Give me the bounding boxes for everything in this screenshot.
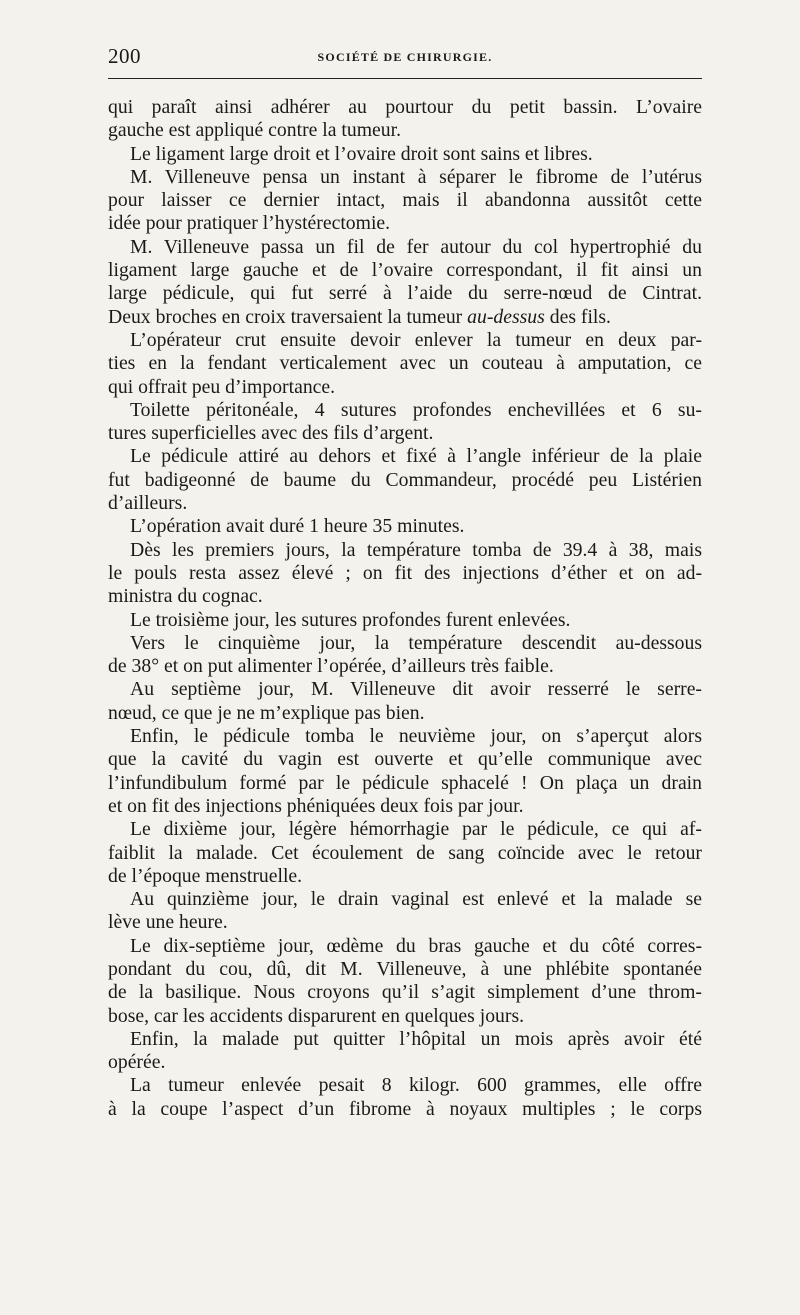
body-text <box>108 96 702 1121</box>
text-line: de la basilique. Nous croyons qu’il s’agit simplement d’une throm- <box>108 981 702 1004</box>
text-line: nœud, ce que je ne m’explique pas bien. <box>108 701 425 724</box>
text-line: bose, car les accidents disparurent en quelques jours. <box>108 1004 525 1027</box>
running-head: SOCIÉTÉ DE CHIRURGIE. <box>317 50 493 64</box>
text-line: d’ailleurs. <box>108 492 188 515</box>
text-segment: des fils. <box>549 305 611 328</box>
text-line: Enfin, la malade put quitter l’hôpital un mois après avoir été <box>130 1027 702 1050</box>
text-line: ministra du cognac. <box>108 585 263 608</box>
text-line: M. Villeneuve pensa un instant à séparer le fibrome de l’utérus <box>130 165 702 188</box>
text-line: Au septième jour, M. Villeneuve dit avoir resserré le serre- <box>130 678 702 701</box>
text-line: qui paraît ainsi adhérer au pourtour du petit bassin. L’ovaire <box>108 96 702 118</box>
text-line: idée pour pratiquer l’hystérectomie. <box>108 212 391 235</box>
italic-text: au-dessus <box>467 305 545 328</box>
text-line: L’opération avait duré 1 heure 35 minutes. <box>130 515 465 538</box>
text-line: le pouls resta assez élevé ; on fit des injections d’éther et on ad- <box>108 561 702 584</box>
text-line: Le troisième jour, les sutures profondes furent enlevées. <box>130 608 571 631</box>
text-line: Au quinzième jour, le drain vaginal est enlevé et la malade se <box>130 888 702 911</box>
text-line: l’infundibulum formé par le pédicule sphacelé ! On plaça un drain <box>108 771 702 794</box>
text-line: ties en la fendant verticalement avec un couteau à amputation, ce <box>108 352 702 375</box>
text-line: Dès les premiers jours, la température tomba de 39.4 à 38, mais <box>130 538 702 561</box>
text-line: de 38° et on put alimenter l’opérée, d’ailleurs très faible. <box>108 655 554 678</box>
text-line: opérée. <box>108 1051 166 1074</box>
text-line: pondant du cou, dû, dit M. Villeneuve, à une phlébite spontanée <box>108 957 702 980</box>
text-line: Le dix-septième jour, œdème du bras gauche et du côté corres- <box>130 934 702 957</box>
text-line: gauche est appliqué contre la tumeur. <box>108 119 402 142</box>
text-line: que la cavité du vagin est ouverte et qu’elle communique avec <box>108 748 702 771</box>
text-line: fut badigeonné de baume du Commandeur, procédé peu Listérien <box>108 468 702 491</box>
text-line: Le dixième jour, légère hémorrhagie par le pédicule, ce qui af- <box>130 818 702 841</box>
text-line <box>108 306 702 329</box>
text-line: Le ligament large droit et l’ovaire droit sont sains et libres. <box>130 142 593 165</box>
text-line: de l’époque menstruelle. <box>108 864 303 887</box>
page-number: 200 <box>108 44 141 68</box>
header-rule <box>108 78 702 79</box>
text-line: L’opérateur crut ensuite devoir enlever la tumeur en deux par- <box>130 328 702 351</box>
text-line: ligament large gauche et de l’ovaire correspondant, il fit ainsi un <box>108 259 702 282</box>
text-line: et on fit des injections phéniquées deux fois par jour. <box>108 794 524 817</box>
text-segment: Deux broches en croix traversaient la tumeur <box>108 305 463 328</box>
text-line: La tumeur enlevée pesait 8 kilogr. 600 grammes, elle offre <box>130 1074 702 1097</box>
text-line: tures superficielles avec des fils d’argent. <box>108 422 434 445</box>
page-header <box>108 44 702 76</box>
text-line: large pédicule, qui fut serré à l’aide du serre-nœud de Cintrat. <box>108 282 702 305</box>
text-line: Enfin, le pédicule tomba le neuvième jour, on s’aperçut alors <box>130 725 702 748</box>
text-line: à la coupe l’aspect d’un fibrome à noyaux multiples ; le corps <box>108 1097 702 1120</box>
text-line: qui offrait peu d’importance. <box>108 375 336 398</box>
text-line: Le pédicule attiré au dehors et fixé à l’angle inférieur de la plaie <box>130 445 702 468</box>
text-line: Toilette péritonéale, 4 sutures profondes enchevillées et 6 su- <box>130 398 702 421</box>
text-line: lève une heure. <box>108 911 228 934</box>
text-line: Vers le cinquième jour, la température descendit au-dessous <box>130 631 702 654</box>
text-line: faiblit la malade. Cet écoulement de sang coïncide avec le retour <box>108 841 702 864</box>
text-line: pour laisser ce dernier intact, mais il abandonna aussitôt cette <box>108 189 702 212</box>
text-line: M. Villeneuve passa un fil de fer autour du col hypertrophié du <box>130 235 702 258</box>
